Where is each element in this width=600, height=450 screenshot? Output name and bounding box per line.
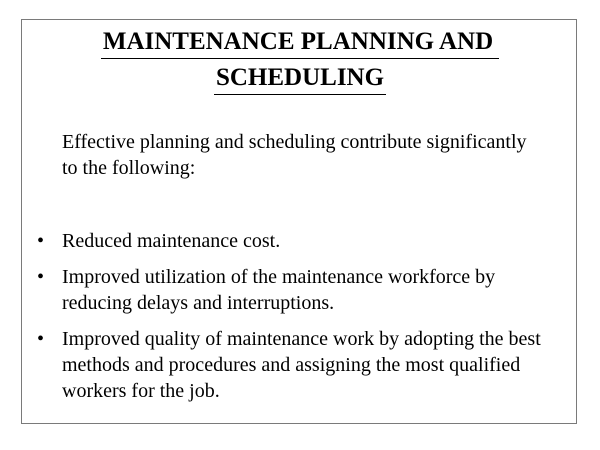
- bullet-dot-icon: •: [37, 328, 45, 350]
- bullet-item-quality: [37, 326, 569, 404]
- bullet-list: [37, 228, 569, 414]
- bullet-item-cost: [37, 228, 569, 254]
- slide-title-line-1: [0, 27, 600, 59]
- intro-paragraph: Effective planning and scheduling contribute significantly to the following:: [62, 131, 527, 179]
- title-line-2-text: SCHEDULING: [214, 63, 386, 95]
- bullet-text: Improved quality of maintenance work by adopting the best methods and procedures and assigning the most qualified workers for the job.: [62, 328, 541, 402]
- bullet-dot-icon: •: [37, 230, 45, 252]
- bullet-dot-icon: •: [37, 266, 45, 288]
- title-line-1-text: MAINTENANCE PLANNING AND: [101, 27, 499, 59]
- bullet-text: Reduced maintenance cost.: [62, 230, 281, 252]
- slide-title-line-2: [0, 63, 600, 95]
- bullet-item-workforce: [37, 264, 569, 316]
- bullet-text: Improved utilization of the maintenance workforce by reducing delays and interruptions.: [62, 266, 496, 314]
